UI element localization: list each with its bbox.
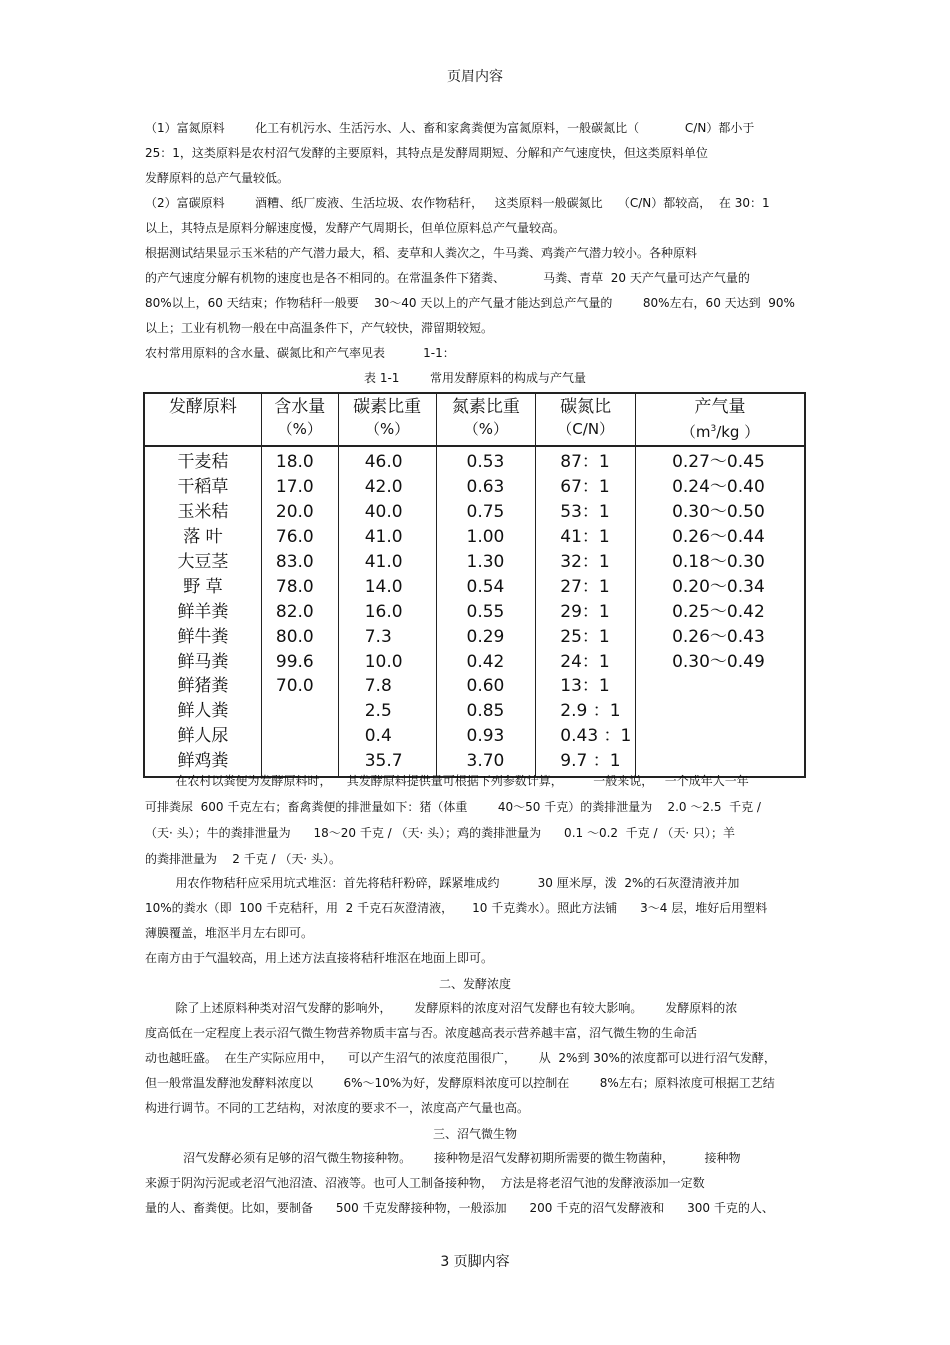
table-cell: 0.42 (436, 649, 536, 674)
table-cell: 14.0 (338, 574, 436, 599)
table-cell: 0.4 (338, 724, 436, 749)
table-cell: 13：1 (536, 674, 636, 699)
text-line: 在南方由于气温较高，用上述方法直接将秸秆堆沤在地面上即可。 (145, 951, 494, 965)
table-cell: 99.6 (261, 649, 338, 674)
column-header: 产气量 （$m^3/kg$ ） (636, 393, 805, 446)
table-cell (636, 699, 805, 724)
table-row (144, 599, 805, 624)
table-cell (261, 724, 338, 749)
table-cell: 落 叶 (144, 525, 261, 550)
table-cell: 0.53 (436, 446, 536, 475)
table-body (144, 446, 805, 777)
table-cell (636, 674, 805, 699)
table-cell: 7.8 (338, 674, 436, 699)
table-cell: 78.0 (261, 574, 338, 599)
section-title: 三、沼气微生物 (432, 1127, 517, 1141)
table-cell: 25：1 (536, 624, 636, 649)
section-title: 二、发酵浓度 (438, 977, 511, 991)
table-cell: 35.7 (338, 749, 436, 777)
table-row (144, 674, 805, 699)
table-cell: 0.85 (436, 699, 536, 724)
column-header: 碳素比重 （%） (338, 393, 436, 446)
table-cell: 0.29 (436, 624, 536, 649)
column-header: 含水量 （%） (261, 393, 338, 446)
table-row (144, 475, 805, 500)
table-cell: 9.7 ：1 (536, 749, 636, 777)
text-line: （天· 头）；牛的粪排泄量为 18～20 千克 / （天· 头）；鸡的粪排泄量为 0.1 ～0.2 千克 / （天· 只）；羊 (145, 826, 735, 840)
text-line: 的产气速度分解有机物的速度也是各不相同的。在常温条件下猪粪、 马粪、青草 20 天产气量可达产气量的 (145, 271, 750, 285)
table-cell: 40.0 (338, 500, 436, 525)
text-line: 用农作物秸秆应采用坑式堆沤：首先将秸秆粉碎，踩紧堆成约 30 厘米厚，泼 2%的石灰澄清液并加 (145, 876, 740, 890)
table-cell: 0.26～0.44 (636, 525, 805, 550)
text-line: 但一般常温发酵池发酵料浓度以 6%～10%为好，发酵原料浓度可以控制在 8%左右；原料浓度可根据工艺结 (145, 1076, 775, 1090)
text-line: 80%以上，60 天结束；作物秸秆一般要 30～40 天以上的产气量才能达到总产气量的 80%左右，60 天达到 90% (145, 296, 795, 310)
table-row (144, 724, 805, 749)
table-cell (636, 724, 805, 749)
table-cell: 0.20～0.34 (636, 574, 805, 599)
text-line: 25：1，这类原料是农村沼气发酵的主要原料，其特点是发酵周期短、分解和产气速度快，但这类原料单位 (145, 146, 708, 160)
table-cell: 野 草 (144, 574, 261, 599)
table-cell: 1.00 (436, 525, 536, 550)
table-cell: 0.43 ：1 (536, 724, 636, 749)
table-cell: 玉米秸 (144, 500, 261, 525)
column-header: 发酵原料 (144, 393, 261, 446)
table-cell: 82.0 (261, 599, 338, 624)
table-cell: 41.0 (338, 550, 436, 575)
table-cell: 0.18～0.30 (636, 550, 805, 575)
table-cell: 0.30～0.49 (636, 649, 805, 674)
table-cell: 0.25～0.42 (636, 599, 805, 624)
table-cell: 53：1 (536, 500, 636, 525)
table-cell: 鲜羊粪 (144, 599, 261, 624)
text-line: 在农村以粪便为发酵原料时， 其发酵原料提供量可根据下列参数计算， 一般来说， 一个成年人一年 (145, 774, 749, 788)
table-cell: 大豆茎 (144, 550, 261, 575)
table-row (144, 699, 805, 724)
table-cell: 83.0 (261, 550, 338, 575)
table-cell: 17.0 (261, 475, 338, 500)
table-cell: 76.0 (261, 525, 338, 550)
table-cell: 鲜牛粪 (144, 624, 261, 649)
table-cell: 鲜鸡粪 (144, 749, 261, 777)
table-row (144, 446, 805, 475)
table-cell: 27：1 (536, 574, 636, 599)
text-line: 农村常用原料的含水量、碳氮比和产气率见表 1-1： (145, 346, 455, 360)
table-cell: 87：1 (536, 446, 636, 475)
table-cell: 鲜人粪 (144, 699, 261, 724)
text-line: （2）富碳原料 酒糟、纸厂废液、生活垃圾、农作物秸秆， 这类原料一般碳氮比 （C/N）都较高， 在 30：1 (145, 196, 770, 210)
text-line: 动也越旺盛。 在生产实际应用中， 可以产生沼气的浓度范围很广， 从 2%到 30%的浓度都可以进行沼气发酵， (145, 1051, 776, 1065)
text-line: （1）富氮原料 化工有机污水、生活污水、人、畜和家禽粪便为富氮原料，一般碳氮比（ C/N）都小于 (145, 121, 755, 135)
table-cell: 3.70 (436, 749, 536, 777)
table-cell: 32：1 (536, 550, 636, 575)
table-row (144, 624, 805, 649)
table-cell: 0.26～0.43 (636, 624, 805, 649)
table-cell: 1.30 (436, 550, 536, 575)
page-footer: 3 页脚内容 (440, 1254, 510, 1270)
table-cell: 18.0 (261, 446, 338, 475)
table-cell: 鲜猪粪 (144, 674, 261, 699)
table-cell: 10.0 (338, 649, 436, 674)
table-cell: 鲜人尿 (144, 724, 261, 749)
table-cell: 0.27～0.45 (636, 446, 805, 475)
table-cell: 2.5 (338, 699, 436, 724)
table-cell: 24：1 (536, 649, 636, 674)
table-cell: 0.93 (436, 724, 536, 749)
text-line: 以上；工业有机物一般在中高温条件下，产气较快，滞留期较短。 (145, 321, 494, 335)
text-line: 除了上述原料种类对沼气发酵的影响外， 发酵原料的浓度对沼气发酵也有较大影响。 发酵原料的浓 (145, 1001, 738, 1015)
table-caption: 表 1-1 常用发酵原料的构成与产气量 (364, 371, 586, 385)
text-line: 10%的粪水（即 100 千克秸秆，用 2 千克石灰澄清液， 10 千克粪水）。照此方法铺 3～4 层，堆好后用塑料 (145, 901, 768, 915)
text-line: 沼气发酵必须有足够的沼气微生物接种物。 接种物是沼气发酵初期所需要的微生物菌种， 接种物 (145, 1151, 741, 1165)
text-line: 度高低在一定程度上表示沼气微生物营养物质丰富与否。浓度越高表示营养越丰富，沼气微生物的生命活 (145, 1026, 698, 1040)
table-cell: 67：1 (536, 475, 636, 500)
table-cell: 42.0 (338, 475, 436, 500)
table-cell: 0.55 (436, 599, 536, 624)
table-cell: 70.0 (261, 674, 338, 699)
text-line: 薄膜覆盖，堆沤半月左右即可。 (145, 926, 314, 940)
table-cell: 0.63 (436, 475, 536, 500)
text-line: 发酵原料的总产气量较低。 (145, 171, 290, 185)
table-cell: 0.30～0.50 (636, 500, 805, 525)
page-header: 页眉内容 (447, 69, 503, 85)
table-cell: 0.75 (436, 500, 536, 525)
column-header: 氮素比重 （%） (436, 393, 536, 446)
table-cell: 29：1 (536, 599, 636, 624)
column-header: 碳氮比 （C/N） (536, 393, 636, 446)
table-row (144, 500, 805, 525)
table-row (144, 574, 805, 599)
table-cell: 7.3 (338, 624, 436, 649)
text-line: 的粪排泄量为 2 千克 / （天· 头）。 (145, 852, 342, 866)
table-cell: 41.0 (338, 525, 436, 550)
table-cell: 46.0 (338, 446, 436, 475)
table-cell: 16.0 (338, 599, 436, 624)
table-cell: 20.0 (261, 500, 338, 525)
table-cell: 0.24～0.40 (636, 475, 805, 500)
table-row (144, 525, 805, 550)
text-line: 来源于阴沟污泥或老沼气池沼渣、沼液等。也可人工制备接种物， 方法是将老沼气池的发酵液添加一定数 (145, 1176, 705, 1190)
table-cell: 80.0 (261, 624, 338, 649)
text-line: 构进行调节。不同的工艺结构，对浓度的要求不一，浓度高产气量也高。 (145, 1101, 530, 1115)
table-cell: 干稻草 (144, 475, 261, 500)
table-header-row (144, 393, 805, 446)
table-cell: 干麦秸 (144, 446, 261, 475)
table-row (144, 550, 805, 575)
table-cell: 鲜马粪 (144, 649, 261, 674)
table-cell: 2.9 ：1 (536, 699, 636, 724)
text-line: 量的人、畜粪便。比如，要制备 500 千克发酵接种物，一般添加 200 千克的沼气发酵液和 300 千克的人、 (145, 1201, 774, 1215)
text-line: 根据测试结果显示玉米秸的产气潜力最大，稻、麦草和人粪次之，牛马粪、鸡粪产气潜力较小。各种原料 (145, 246, 698, 260)
table-cell: 0.60 (436, 674, 536, 699)
table-cell (261, 699, 338, 724)
table-cell: 0.54 (436, 574, 536, 599)
table-cell: 41：1 (536, 525, 636, 550)
table-row (144, 649, 805, 674)
text-line: 以上，其特点是原料分解速度慢，发酵产气周期长，但单位原料总产气量较高。 (145, 221, 566, 235)
raw-material-table (143, 392, 806, 778)
text-line: 可排粪尿 600 千克左右；畜禽粪便的排泄量如下：猪（体重 40～50 千克）的粪排泄量为 2.0 ～2.5 千克 / (145, 800, 761, 814)
